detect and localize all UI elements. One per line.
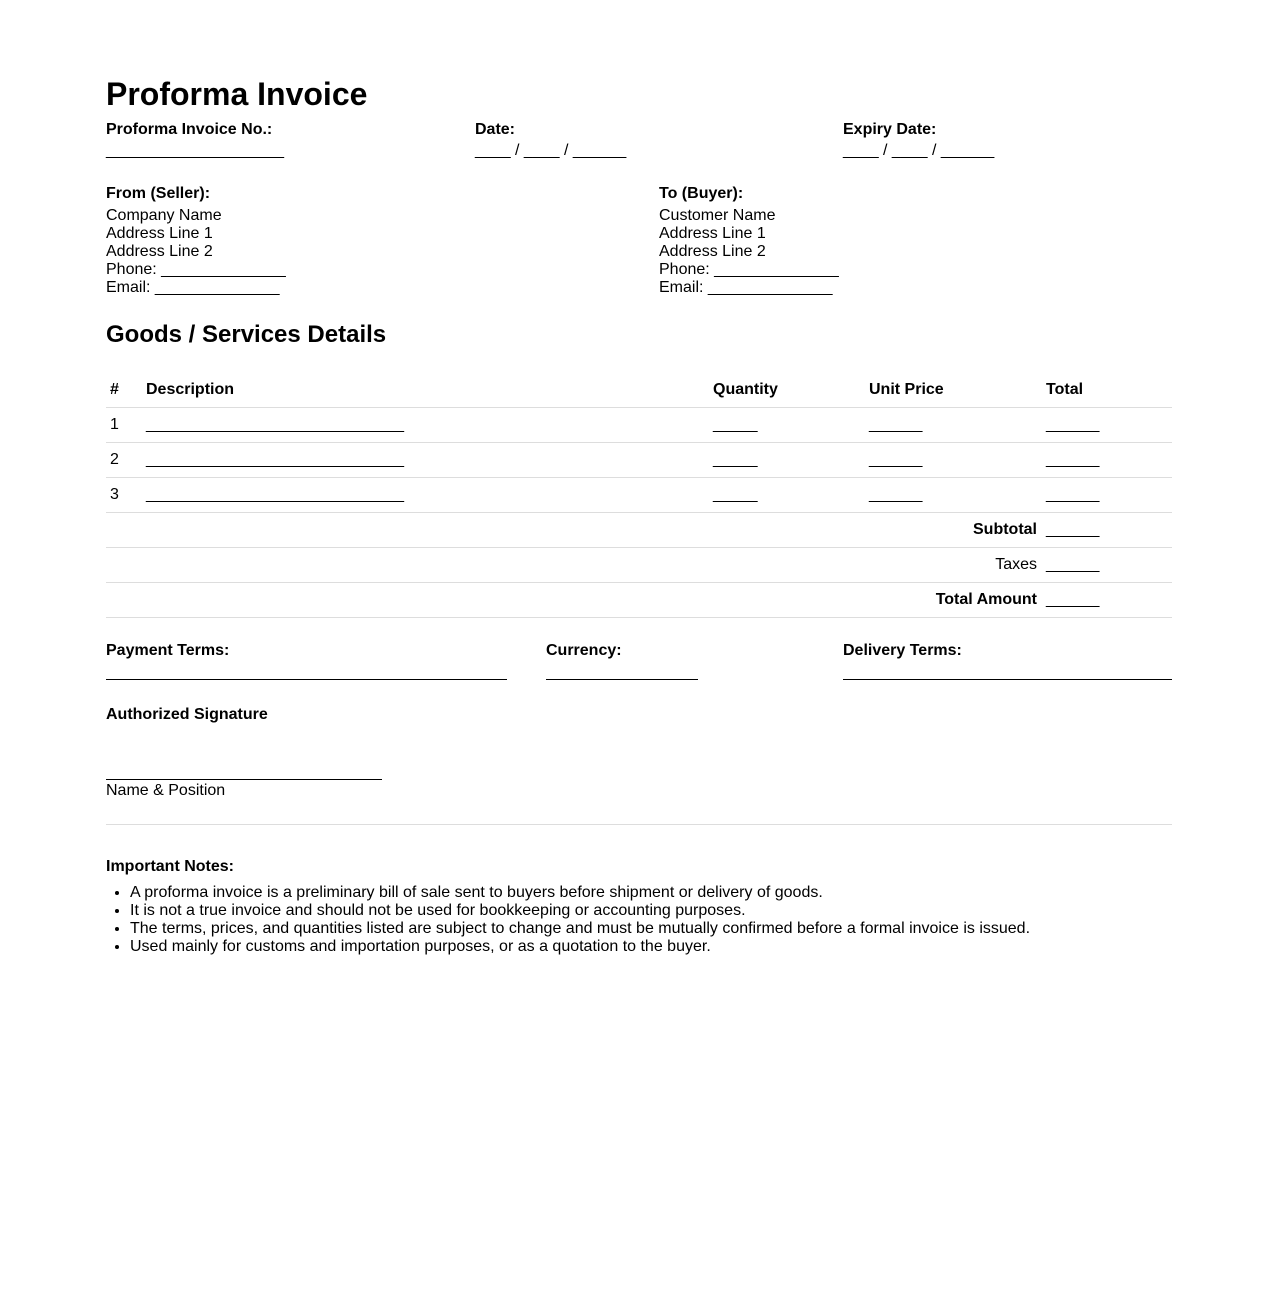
note-item: • Used mainly for customs and importation purposes, or as a quotation to the buyer. — [130, 938, 1030, 956]
row-1-number: 1 — [110, 416, 119, 433]
signature-caption: Name & Position — [106, 782, 226, 799]
note-item: • It is not a true invoice and should not be used for bookkeeping or accounting purposes. — [130, 902, 1030, 920]
row-2-quantity-field[interactable]: _____ — [713, 451, 758, 468]
total-amount-field[interactable]: ______ — [1046, 591, 1100, 608]
delivery-terms-field[interactable] — [843, 679, 1172, 680]
taxes-field[interactable]: ______ — [1046, 556, 1100, 573]
row-2-unit-price-field[interactable]: ______ — [869, 451, 923, 468]
section-divider — [106, 824, 1172, 825]
table-divider — [106, 442, 1172, 443]
row-1-unit-price-field[interactable]: ______ — [869, 416, 923, 433]
note-item: • A proforma invoice is a preliminary bill of sale sent to buyers before shipment or delivery of goods. — [130, 884, 1030, 902]
seller-company-name: Company Name — [106, 207, 222, 224]
row-3-total-field[interactable]: ______ — [1046, 486, 1100, 503]
column-header-quantity: Quantity — [713, 381, 778, 398]
column-header-description: Description — [146, 381, 235, 398]
invoice-no-field[interactable]: ____________________ — [106, 142, 284, 159]
table-divider — [106, 582, 1172, 583]
seller-address-line-1: Address Line 1 — [106, 225, 213, 242]
row-1-total-field[interactable]: ______ — [1046, 416, 1100, 433]
currency-label: Currency: — [546, 642, 622, 659]
expiry-date-field[interactable]: ____ / ____ / ______ — [843, 142, 995, 159]
expiry-date-label: Expiry Date: — [843, 121, 937, 138]
page-title: Proforma Invoice — [106, 76, 368, 112]
buyer-address-line-1: Address Line 1 — [659, 225, 766, 242]
table-divider — [106, 477, 1172, 478]
buyer-address-line-2: Address Line 2 — [659, 243, 766, 260]
notes-heading: Important Notes: — [106, 858, 234, 875]
seller-address-line-2: Address Line 2 — [106, 243, 213, 260]
notes-list — [106, 884, 1030, 956]
row-2-total-field[interactable]: ______ — [1046, 451, 1100, 468]
table-divider — [106, 512, 1172, 513]
date-label: Date: — [475, 121, 516, 138]
buyer-heading: To (Buyer): — [659, 185, 744, 202]
taxes-label: Taxes — [995, 556, 1037, 573]
seller-phone-field[interactable]: Phone: ______________ — [106, 261, 286, 278]
row-2-number: 2 — [110, 451, 119, 468]
row-3-quantity-field[interactable]: _____ — [713, 486, 758, 503]
delivery-terms-label: Delivery Terms: — [843, 642, 962, 659]
total-amount-label: Total Amount — [935, 591, 1037, 608]
payment-terms-label: Payment Terms: — [106, 642, 230, 659]
row-1-quantity-field[interactable]: _____ — [713, 416, 758, 433]
table-divider — [106, 617, 1172, 618]
seller-heading: From (Seller): — [106, 185, 211, 202]
signature-line[interactable] — [106, 779, 382, 780]
row-1-description-field[interactable]: _____________________________ — [146, 416, 405, 433]
column-header-total: Total — [1046, 381, 1084, 398]
table-divider — [106, 407, 1172, 408]
date-field[interactable]: ____ / ____ / ______ — [475, 142, 627, 159]
payment-terms-field[interactable] — [106, 679, 507, 680]
column-header-number: # — [110, 381, 119, 398]
seller-email-field[interactable]: Email: ______________ — [106, 279, 280, 296]
table-divider — [106, 547, 1172, 548]
currency-field[interactable] — [546, 679, 698, 680]
subtotal-field[interactable]: ______ — [1046, 521, 1100, 538]
row-3-description-field[interactable]: _____________________________ — [146, 486, 405, 503]
goods-heading: Goods / Services Details — [106, 321, 387, 348]
buyer-phone-field[interactable]: Phone: ______________ — [659, 261, 839, 278]
buyer-customer-name: Customer Name — [659, 207, 776, 224]
buyer-email-field[interactable]: Email: ______________ — [659, 279, 833, 296]
row-3-unit-price-field[interactable]: ______ — [869, 486, 923, 503]
signature-heading: Authorized Signature — [106, 706, 268, 723]
invoice-no-label: Proforma Invoice No.: — [106, 121, 273, 138]
column-header-unit-price: Unit Price — [869, 381, 944, 398]
note-item: • The terms, prices, and quantities listed are subject to change and must be mutually confirmed before a formal invoice is issued. — [130, 920, 1030, 938]
row-3-number: 3 — [110, 486, 119, 503]
row-2-description-field[interactable]: _____________________________ — [146, 451, 405, 468]
subtotal-label: Subtotal — [973, 521, 1037, 538]
